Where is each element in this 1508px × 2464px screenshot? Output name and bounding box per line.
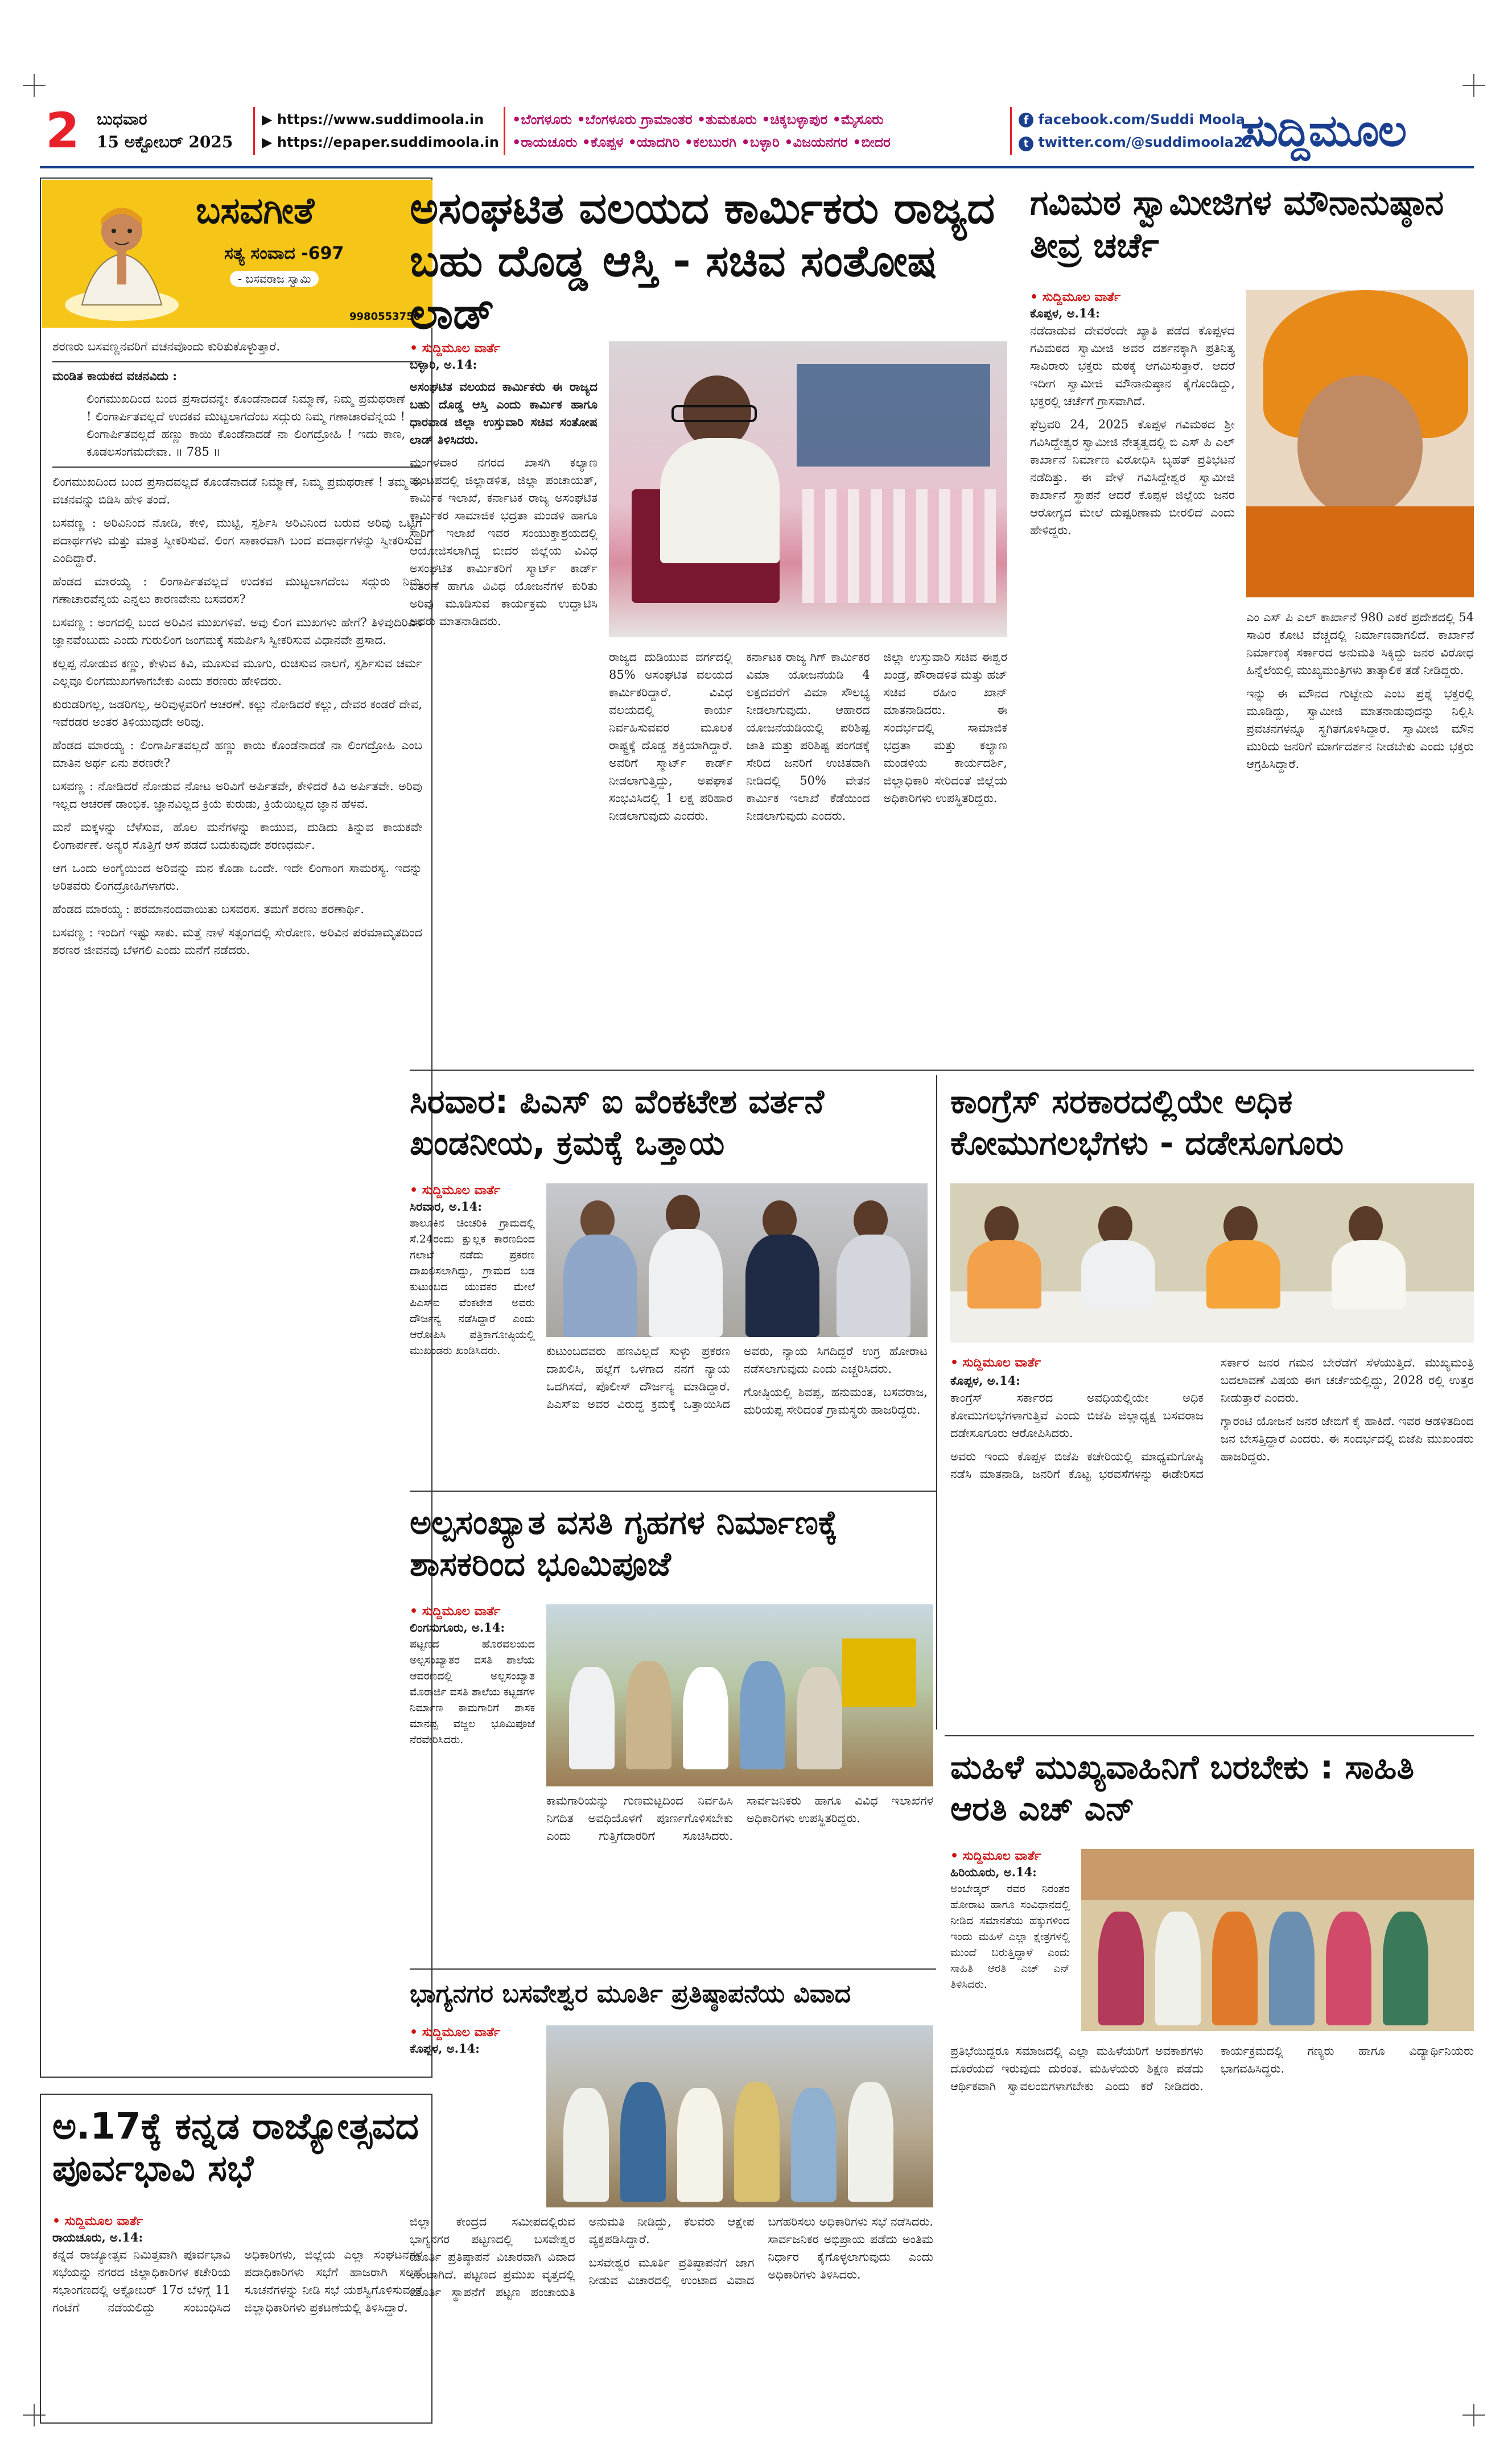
article-byline: • ಸುದ್ದಿಮೂಲ ವಾರ್ತೆ [1030, 290, 1121, 304]
bhagyanagar-article [410, 1974, 936, 2424]
author-phone: 9980553750 [349, 311, 421, 323]
website-links [262, 108, 499, 154]
article-headline: ಅ.17ಕ್ಕೆ ಕನ್ನಡ ರಾಜ್ಯೋತ್ಸವದ ಪೂರ್ವಭಾವಿ ಸಭೆ [52, 2106, 419, 2190]
article-headline: ಕಾಂಗ್ರೆಸ್ ಸರಕಾರದಲ್ಲಿಯೇ ಅಧಿಕ ಕೋಮುಗಲಭೆಗಳು - ದಡೇಸೂಗೂರು [950, 1082, 1344, 1162]
minister-speech-photo [609, 341, 1007, 637]
article-dateline: ರಾಯಚೂರು, ಅ.14: [52, 2230, 143, 2244]
verse-heading: ಮಂಡಿತ ಕಾಯಕದ ವಚನವಿದು : [52, 361, 422, 385]
page-number: 2 [46, 102, 80, 159]
masthead [40, 102, 1474, 159]
article-paragraph: ಜಿಲ್ಲಾ ಕೇಂದ್ರದ ಸಮೀಪದಲ್ಲಿರುವ ಭಾಗ್ಯನಗರ ಪಟ್ಟಣದಲ್ಲಿ ಬಸವೇಶ್ವರ ಮೂರ್ತಿ ಪ್ರತಿಷ್ಠಾಪನೆ ವಿಚಾರವಾಗಿ ವಿವಾದ ಉಂಟಾಗಿದೆ. ಪಟ್ಟಣದ ಪ್ರಮುಖ ವೃತ್ತದಲ್ಲಿ ಮೂರ್ತಿ ಸ್ಥಾಪನೆಗೆ ಪಟ್ಟಣ ಪಂಚಾಯತಿ ಅನುಮತಿ ನೀಡಿದ್ದು, ಕೆಲವರು ಆಕ್ಷೇಪ ವ್ಯಕ್ತಪಡಿಸಿದ್ದಾರೆ. [410, 2215, 755, 2299]
mahile-article [945, 1741, 1474, 2424]
article-paragraph: ಪ್ರತಿಭೆಯಿದ್ದರೂ ಸಮಾಜದಲ್ಲಿ ಎಲ್ಲಾ ಮಹಿಳೆಯರಿಗೆ ಅವಕಾಶಗಳು ದೊರೆಯದೆ ಇರುವುದು ದುರಂತ. ಮಹಿಳೆಯರು ಶಿಕ್ಷಣ ಪಡೆದು ಆರ್ಥಿಕವಾಗಿ ಸ್ವಾವಲಂಬಿಗಳಾಗಬೇಕು ಎಂದು ಕರೆ ನೀಡಿದರು. ಕಾರ್ಯಕ್ರಮದಲ್ಲಿ ಗಣ್ಯರು ಹಾಗೂ ವಿದ್ಯಾರ್ಥಿನಿಯರು ಭಾಗವಹಿಸಿದ್ದರು. [950, 2044, 1474, 2093]
column-paragraph: ಬಸವಣ್ಣ : ಅರಿವಿನಿಂದ ನೋಡಿ, ಕೇಳಿ, ಮುಟ್ಟಿ, ಸ್ಪರ್ಶಿಸಿ ಅರಿವಿನಿಂದ ಬರುವ ಅರಿವು ಒಟ್ಟಿಗೆ ಪದಾರ್ಥಗಳು ಮತ್ತು ಮಾತ್ರ ಸ್ವೀಕರಿಸುವೆ. ಲಿಂಗ ಸಾಕಾರವಾಗಿ ಬಂದ ಪದಾರ್ಥಗಳನ್ನು ಸ್ವೀಕರಿಸುವೆ ಎಂದಿದ್ದಾರೆ. [52, 516, 422, 565]
press-meet-photo [546, 1183, 928, 1337]
bjp-press-photo [950, 1183, 1474, 1343]
bhoomipuja-photo [546, 1604, 933, 1786]
congress-article [945, 1075, 1474, 1730]
district-list: •ಬೆಂಗಳೂರು •ಬೆಂಗಳೂರು ಗ್ರಾಮಾಂತರ •ತುಮಕೂರು •ಚಿಕ್ಕಬಳ್ಳಾಪುರ •ಮೈಸೂರು •ರಾಯಚೂರು •ಕೊಪ್ಪಳ •ಯಾದಗಿರಿ •ಕಲಬುರಗಿ •ಬಳ್ಳಾರಿ •ವಿಜಯನಗರ •ಬೀದರ [512, 112, 891, 150]
article-paragraph: ರಾಜ್ಯದ ದುಡಿಯುವ ವರ್ಗದಲ್ಲಿ 85% ಅಸಂಘಟಿತ ವಲಯದ ಕಾರ್ಮಿಕರಿದ್ದಾರೆ. ವಿವಿಧ ವಲಯದಲ್ಲಿ ಕಾರ್ಯ ನಿರ್ವಹಿಸುವವರ ಮೂಲಕ ರಾಷ್ಟ್ರಕ್ಕೆ ದೊಡ್ಡ ಶಕ್ತಿಯಾಗಿದ್ದಾರೆ. ಅವರಿಗೆ ಸ್ಮಾರ್ಟ್ ಕಾರ್ಡ್ ನೀಡಲಾಗುತ್ತಿದ್ದು, ಅಪಘಾತ ಸಂಭವಿಸಿದಲ್ಲಿ 1 ಲಕ್ಷ ಪರಿಹಾರ ನೀಡಲಾಗುವುದು ಎಂದರು. [609, 650, 733, 823]
article-byline: • ಸುದ್ದಿಮೂಲ ವಾರ್ತೆ [950, 1356, 1041, 1370]
article-paragraph: ಪಟ್ಟಣದ ಹೊರವಲಯದ ಅಲ್ಪಸಂಖ್ಯಾತರ ವಸತಿ ಶಾಲೆಯ ಆವರಣದಲ್ಲಿ ಅಲ್ಪಸಂಖ್ಯಾತ ಮೊರಾರ್ಜಿ ವಸತಿ ಶಾಲೆಯ ಕಟ್ಟಡಗಳ ನಿರ್ಮಾಣ ಕಾಮಗಾರಿಗೆ ಶಾಸಕ ಮಾನಪ್ಪ ವಜ್ಜಲ ಭೂಮಿಪೂಜೆ ನೆರವೇರಿಸಿದರು. [410, 1638, 535, 1746]
seminar-photo [1081, 1849, 1474, 2031]
saint-illustration-icon [59, 191, 184, 322]
column-title: ಬಸವಗೀತೆ [196, 190, 315, 232]
column-body [52, 338, 422, 965]
article-paragraph: ನಡೆದಾಡುವ ದೇವರೆಂದೇ ಖ್ಯಾತಿ ಪಡೆದ ಕೊಪ್ಪಳದ ಗವಿಮಠದ ಸ್ವಾಮೀಜಿ ಅವರ ದರ್ಶನಕ್ಕಾಗಿ ಪ್ರತಿನಿತ್ಯ ಸಾವಿರಾರು ಭಕ್ತರು ಮಠಕ್ಕೆ ಆಗಮಿಸುತ್ತಾರೆ. ಆದರೆ ಇದೀಗ ಸ್ವಾಮೀಜಿ ಮೌನಾನುಷ್ಠಾನ ಕೈಗೊಂಡಿದ್ದು, ಭಕ್ತರಲ್ಲಿ ಚರ್ಚೆಗೆ ಗ್ರಾಸವಾಗಿದೆ. [1030, 324, 1235, 408]
article-paragraph: ಜಿಲ್ಲಾ ಉಸ್ತುವಾರಿ ಸಚಿವ ಈಶ್ವರ ಖಂಡ್ರೆ, ಪೌರಾಡಳಿತ ಮತ್ತು ಹಜ್ ಸಚಿವ ರಹೀಂ ಖಾನ್ ಮಾತನಾಡಿದರು. ಈ ಸಂದರ್ಭದಲ್ಲಿ ಸಾಮಾಜಿಕ ಭದ್ರತಾ ಮತ್ತು ಕಲ್ಯಾಣ ಮಂಡಳಿಯ ಕಾರ್ಯದರ್ಶಿ, ಜಿಲ್ಲಾಧಿಕಾರಿ ಸೇರಿದಂತೆ ಜಿಲ್ಲೆಯ ಅಧಿಕಾರಿಗಳು ಉಪಸ್ಥಿತರಿದ್ದರು. [883, 650, 1007, 805]
column-paragraph: ಬಸವಣ್ಣ : ಅಂಗದಲ್ಲಿ ಬಂದ ಅರಿವಿನ ಮುಖಗಳಿವೆ. ಅವು ಲಿಂಗ ಮುಖಗಳು ಹೇಗೆ? ತಿಳಿವುದಿರಿವಿನ ಜ್ಞಾನವೆಂಬುದು ಎಂದು ಗುರುಲಿಂಗ ಜಂಗಮಕ್ಕೆ ಸಮರ್ಪಿಸಿ ಸ್ವೀಕರಿಸುವ ವಿಧಾನವೇ ಪ್ರಸಾದ. [52, 616, 422, 647]
vasati-article [410, 1496, 936, 1963]
social-links [1019, 108, 1252, 154]
article-paragraph: ಇನ್ನು ಈ ಮೌನದ ಗುಟ್ಟೇನು ಎಂಬ ಪ್ರಶ್ನೆ ಭಕ್ತರಲ್ಲಿ ಮೂಡಿದ್ದು, ಸ್ವಾಮೀಜಿ ಮಾತನಾಡುವುದನ್ನು ನಿಲ್ಲಿಸಿ ಪ್ರವಚನಗಳನ್ನೂ ಸ್ಥಗಿತಗೊಳಿಸಿದ್ದಾರೆ. ಸ್ವಾಮೀಜಿ ಮೌನ ಮುರಿದು ಜನರಿಗೆ ಮಾರ್ಗದರ್ಶನ ನೀಡಬೇಕು ಎಂದು ಭಕ್ತರು ಆಗ್ರಹಿಸಿದ್ದಾರೆ. [1246, 687, 1474, 771]
site-visit-photo [546, 2025, 933, 2207]
issue-date: ಬುಧವಾರ 15 ಅಕ್ಟೋಬರ್ 2025 [97, 110, 233, 151]
basavageethe-column [40, 178, 432, 2078]
column-intro: ಶರಣರು ಬಸವಣ್ಣನವರಿಗೆ ವಚನವೊಂದು ಕುರಿತುಕೊಳ್ಳುತ್ತಾರೆ. [52, 340, 281, 353]
article-headline: ಸಿರವಾರ: ಪಿಎಸ್ ಐ ವೆಂಕಟೇಶ ವರ್ತನೆ ಖಂಡನೀಯ, ಕ್ರಮಕ್ಕೆ ಒತ್ತಾಯ [410, 1082, 825, 1162]
article-byline: • ಸುದ್ದಿಮೂಲ ವಾರ್ತೆ [410, 1183, 501, 1198]
article-paragraph: ಗ್ಯಾರಂಟಿ ಯೋಜನೆ ಜನರ ಜೇಬಿಗೆ ಕೈ ಹಾಕಿದೆ. ಇವರ ಆಡಳಿತದಿಂದ ಜನ ಬೇಸತ್ತಿದ್ದಾರೆ ಎಂದರು. ಈ ಸಂದರ್ಭದಲ್ಲಿ ಬಿಜೆಪಿ ಮುಖಂಡರು ಹಾಜರಿದ್ದರು. [1221, 1414, 1474, 1463]
lead-article [410, 176, 1013, 1064]
article-paragraph: ಕುಟುಂಬದವರು ಹಣವಿಲ್ಲದೆ ಸುಳ್ಳು ಪ್ರಕರಣ ದಾಖಲಿಸಿ, ಹಲ್ಲೆಗೆ ಒಳಗಾದ ನನಗೆ ನ್ಯಾಯ ಒದಗಿಸದೆ, ಪೊಲೀಸ್ ದೌರ್ಜನ್ಯ ಮಾಡಿದ್ದಾರೆ. ಪಿಎಸ್ಐ ಅವರ ವಿರುದ್ಧ ಕ್ರಮಕ್ಕೆ ಒತ್ತಾಯಿಸಿದ ಅವರು, ನ್ಯಾಯ ಸಿಗದಿದ್ದರೆ ಉಗ್ರ ಹೋರಾಟ ನಡೆಸಲಾಗುವುದು ಎಂದು ಎಚ್ಚರಿಸಿದರು. [546, 1344, 928, 1411]
sirawar-article [410, 1075, 928, 1485]
article-dateline: ಲಿಂಗಸುಗೂರು, ಅ.14: [410, 1620, 505, 1635]
article-headline: ಗವಿಮಠ ಸ್ವಾಮೀಜಿಗಳ ಮೌನಾನುಷ್ಠಾನ ತೀವ್ರ ಚರ್ಚೆ [1030, 183, 1444, 266]
article-dateline: ಸಿರವಾರ, ಅ.14: [410, 1199, 483, 1214]
column-paragraph: ಕುರುಡರಿಗಲ್ಲ, ಜಡರಿಗಲ್ಲ, ಅರಿವುಳ್ಳವರಿಗೆ ಆಚರಣೆ. ಕಲ್ಲು ನೋಡಿದರೆ ಕಲ್ಲು, ದೇವರ ಕಂಡರೆ ದೇವ, ಇವೆರಡರ ಅಂತರ ತಿಳಿಯುವುದೇ ಅರಿವು. [52, 697, 422, 729]
article-paragraph: ಗೋಷ್ಠಿಯಲ್ಲಿ ಶಿವಪ್ಪ, ಹನುಮಂತ, ಬಸವರಾಜ, ಮರಿಯಪ್ಪ ಸೇರಿದಂತೆ ಗ್ರಾಮಸ್ಥರು ಹಾಜರಿದ್ದರು. [744, 1385, 928, 1417]
globe-icon: ▶ [262, 134, 277, 150]
article-dateline: ಕೊಪ್ಪಳ, ಅ.14: [1030, 306, 1100, 320]
article-paragraph: ಎಂ ಎಸ್ ಪಿ ಎಲ್ ಕಾರ್ಖಾನೆ 980 ಎಕರೆ ಪ್ರದೇಶದಲ್ಲಿ 54 ಸಾವಿರ ಕೋಟಿ ವೆಚ್ಚದಲ್ಲಿ ನಿರ್ಮಾಣವಾಗಲಿದೆ. ಕಾರ್ಖಾನೆ ನಿರ್ಮಾಣಕ್ಕೆ ಸರ್ಕಾರದ ಅನುಮತಿ ಸಿಕ್ಕಿದ್ದು ಜನರ ವಿರೋಧ ಹಿನ್ನೆಲೆಯಲ್ಲಿ ಮುಖ್ಯಮಂತ್ರಿಗಳು ತಾತ್ಕಾಲಿಕ ತಡೆ ನೀಡಿದ್ದರು. [1246, 610, 1474, 677]
article-byline: • ಸುದ್ದಿಮೂಲ ವಾರ್ತೆ [410, 1604, 501, 1619]
article-dateline: ಕೊಪ್ಪಳ, ಅ.14: [410, 2041, 480, 2056]
epaper-link[interactable]: https://epaper.suddimoola.in [277, 134, 499, 150]
article-paragraph: ಕಾಮಗಾರಿಯನ್ನು ಗುಣಮಟ್ಟದಿಂದ ನಿರ್ವಹಿಸಿ ನಿಗದಿತ ಅವಧಿಯೊಳಗೆ ಪೂರ್ಣಗೊಳಿಸಬೇಕು ಎಂದು ಗುತ್ತಿಗೆದಾರರಿಗೆ ಸೂಚಿಸಿದರು. ಸಾರ್ವಜನಿಕರು ಹಾಗೂ ವಿವಿಧ ಇಲಾಖೆಗಳ ಅಧಿಕಾರಿಗಳು ಉಪಸ್ಥಿತರಿದ್ದರು. [546, 1794, 933, 1843]
column-paragraph: ಬಸವಣ್ಣ : ನೋಡಿದರೆ ನೋಡುವ ನೋಟ ಅರಿವಿಗೆ ಅರ್ಪಿತವೇ, ಕೇಳಿದರೆ ಕಿವಿ ಅರ್ಪಿತವೇ. ಅರಿವು ಇಲ್ಲದ ಆಚರಣೆ ಡಾಂಭಿಕ. ಜ್ಞಾನವಿಲ್ಲದ ಕ್ರಿಯೆ ಕುರುಡು, ಕ್ರಿಯೆಯಿಲ್ಲದ ಜ್ಞಾನ ಹೆಳವ. [52, 779, 422, 811]
article-headline: ಮಹಿಳೆ ಮುಖ್ಯವಾಹಿನಿಗೆ ಬರಬೇಕು : ಸಾಹಿತಿ ಆರತಿ ಎಚ್ ಎನ್ [950, 1748, 1415, 1828]
rajyotsava-article [40, 2094, 432, 2424]
article-headline: ಭಾಗ್ಯನಗರ ಬಸವೇಶ್ವರ ಮೂರ್ತಿ ಪ್ರತಿಷ್ಠಾಪನೆಯ ವಿವಾದ [410, 1979, 851, 2008]
article-paragraph: ಅವರು ಇಂದು ಕೊಪ್ಪಳ ಬಿಜೆಪಿ ಕಚೇರಿಯಲ್ಲಿ ಮಾಧ್ಯಮಗೋಷ್ಠಿ ನಡೆಸಿ ಮಾತನಾಡಿ, ಜನರಿಗೆ ಕೊಟ್ಟ ಭರವಸೆಗಳನ್ನು ಈಡೇರಿಸದ ಸರ್ಕಾರ ಜನರ ಗಮನ ಬೇರೆಡೆಗೆ ಸೆಳೆಯುತ್ತಿದೆ. ಮುಖ್ಯಮಂತ್ರಿ ಬದಲಾವಣೆ ವಿಷಯ ಈಗ ಚರ್ಚೆಯಲ್ಲಿದ್ದು, 2028 ರಲ್ಲಿ ಉತ್ತರ ನೀಡುತ್ತಾರೆ ಎಂದರು. [950, 1356, 1474, 1481]
website-link[interactable]: https://www.suddimoola.in [277, 112, 484, 127]
article-byline: • ಸುದ್ದಿಮೂಲ ವಾರ್ತೆ [410, 2025, 501, 2040]
column-paragraph: ಕಲ್ಲಪ್ಪ ನೋಡುವ ಕಣ್ಣು, ಕೇಳುವ ಕಿವಿ, ಮೂಸುವ ಮೂಗು, ರುಚಿಸುವ ನಾಲಗೆ, ಸ್ಪರ್ಶಿಸುವ ಚರ್ಮ ಎಲ್ಲವೂ ಲಿಂಗಮುಖಗಳಾಗಬೇಕು ಎಂದು ಶರಣರು ಹೇಳಿದರು. [52, 657, 422, 688]
article-byline: • ಸುದ್ದಿಮೂಲ ವಾರ್ತೆ [52, 2214, 143, 2228]
article-headline: ಅಸಂಘಟಿತ ವಲಯದ ಕಾರ್ಮಿಕರು ರಾಜ್ಯದ ಬಹು ದೊಡ್ಡ ಆಸ್ತಿ - ಸಚಿವ ಸಂತೋಷ ಲಾಡ್ [410, 183, 995, 339]
column-paragraph: ಮನೆ ಮಕ್ಕಳನ್ನು ಬೆಳೆಸುವ, ಹೊಲ ಮನೆಗಳನ್ನು ಕಾಯುವ, ದುಡಿದು ತಿನ್ನುವ ಕಾಯಕವೇ ಲಿಂಗಾರ್ಪಣೆ. ಅನ್ಯರ ಸೊತ್ತಿಗೆ ಆಸೆ ಪಡದೆ ಬದುಕುವುದೇ ಶರಣಧರ್ಮ. [52, 820, 422, 852]
newspaper-logo: ಸುದ್ದಿಮೂಲ [1241, 105, 1406, 156]
facebook-icon: f [1019, 113, 1033, 127]
column-paragraph: ಹೆಂಡದ ಮಾರಯ್ಯ : ಲಿಂಗಾರ್ಪಿತವಲ್ಲದೆ ಉದಕವ ಮುಟ್ಟಲಾಗದೆಂಬ ಸದ್ಗುರು ನಿಮ್ಮ ಗಣಾಚಾರವೆನ್ನಯ ಎನ್ನಲು ಕಾರಣವೇನು ಬಸವರಸ? [52, 575, 422, 606]
column-paragraph: ಹೆಂಡದ ಮಾರಯ್ಯ : ಲಿಂಗಾರ್ಪಿತವಲ್ಲದೆ ಹಣ್ಣು ಕಾಯಿ ಕೊಂಡೆನಾದಡೆ ನಾ ಲಿಂಗದ್ರೋಹಿ ಎಂಬ ಮಾತಿನ ಅರ್ಥ ಏನು ಶರಣರೇ? [52, 738, 422, 770]
column-header [42, 180, 432, 328]
column-paragraph: ಆಗ ಒಂದು ಅಂಗೈಯಿಂದ ಅರಿವನ್ನು ಮನ ಕೊಡಾ ಒಂದೇ. ಇದೇ ಲಿಂಗಾಂಗ ಸಾಮರಸ್ಯ. ಇದನ್ನು ಅರಿತವರು ಲಿಂಗದ್ರೋಹಿಗಳಾಗರು. [52, 861, 422, 893]
article-headline: ಅಲ್ಪಸಂಖ್ಯಾತ ವಸತಿ ಗೃಹಗಳ ನಿರ್ಮಾಣಕ್ಕೆ ಶಾಸಕರಿಂದ ಭೂಮಿಪೂಜೆ [410, 1503, 838, 1583]
article-body-columns [609, 649, 1007, 825]
globe-icon: ▶ [262, 112, 277, 127]
gavimata-article [1024, 176, 1474, 1064]
article-paragraph: ಬಸವೇಶ್ವರ ಮೂರ್ತಿ ಪ್ರತಿಷ್ಠಾಪನೆಗೆ ಜಾಗ ನೀಡುವ ವಿಚಾರದಲ್ಲಿ ಉಂಟಾದ ವಿವಾದ ಬಗೆಹರಿಸಲು ಅಧಿಕಾರಿಗಳು ಸಭೆ ನಡೆಸಿದರು. ಸಾರ್ವಜನಿಕರ ಅಭಿಪ್ರಾಯ ಪಡೆದು ಅಂತಿಮ ನಿರ್ಧಾರ ಕೈಗೊಳ್ಳಲಾಗುವುದು ಎಂದು ಅಧಿಕಾರಿಗಳು ತಿಳಿಸಿದರು. [588, 2215, 933, 2287]
article-paragraph: ಫೆಬ್ರವರಿ 24, 2025 ಕೊಪ್ಪಳ ಗವಿಮಠದ ಶ್ರೀ ಗವಿಸಿದ್ದೇಶ್ವರ ಸ್ವಾಮೀಜಿ ನೇತೃತ್ವದಲ್ಲಿ ಬಿ ಎಸ್ ಪಿ ಎಲ್ ಕಾರ್ಖಾನೆ ನಿರ್ಮಾಣ ವಿರೋಧಿಸಿ ಬೃಹತ್ ಪ್ರತಿಭಟನೆ ನಡೆದಿತ್ತು. ಈ ವೇಳೆ ಗವಿಸಿದ್ದೇಶ್ವರ ಸ್ವಾಮೀಜಿ ಕಾರ್ಖಾನೆ ಸ್ಥಾಪನೆ ಆದರೆ ಕೊಪ್ಪಳ ಜಿಲ್ಲೆಯ ಜನರ ಆರೋಗ್ಯದ ಮೇಲೆ ದುಷ್ಪರಿಣಾಮ ಬೀರಲಿದೆ ಎಂದು ಹೇಳಿದ್ದರು. [1030, 418, 1235, 537]
column-paragraph: ಹೆಂಡದ ಮಾರಯ್ಯ : ಪರಮಾನಂದವಾಯಿತು ಬಸವರಸ. ತಮಗೆ ಶರಣು ಶರಣಾರ್ಥಿ. [52, 902, 364, 916]
article-byline: • ಸುದ್ದಿಮೂಲ ವಾರ್ತೆ [410, 341, 501, 356]
column-author: - ಬಸವರಾಜ ಸ್ವಾಮಿ [230, 271, 319, 287]
article-intro: ಅಸಂಘಟಿತ ವಲಯದ ಕಾರ್ಮಿಕರು ಈ ರಾಜ್ಯದ ಬಹು ದೊಡ್ಡ ಆಸ್ತಿ ಎಂದು ಕಾರ್ಮಿಕ ಹಾಗೂ ಧಾರವಾಡ ಜಿಲ್ಲಾ ಉಸ್ತುವಾರಿ ಸಚಿವ ಸಂತೋಷ ಲಾಡ್ ತಿಳಿಸಿದರು. [410, 379, 598, 447]
twitter-link[interactable]: twitter.com/@suddimoola22 [1038, 134, 1253, 150]
article-paragraph: ತಾಲೂಕಿನ ಚಿಂಚರಿಕಿ ಗ್ರಾಮದಲ್ಲಿ ಸೆ.24ರಂದು ಕ್ಷುಲ್ಲಕ ಕಾರಣದಿಂದ ಗಲಾಟೆ ನಡೆದು ಪ್ರಕರಣ ದಾಖಲಿಸಲಾಗಿದ್ದು, ಗ್ರಾಮದ ಬಡ ಕುಟುಂಬದ ಯುವಕರ ಮೇಲೆ ಪಿಎಸ್ಐ ವೆಂಕಟೇಶ ಅವರು ದೌರ್ಜನ್ಯ ನಡೆಸಿದ್ದಾರೆ ಎಂದು ಆರೋಪಿಸಿ ಪತ್ರಿಕಾಗೋಷ್ಠಿಯಲ್ಲಿ ಮುಖಂಡರು ಖಂಡಿಸಿದರು. [410, 1217, 535, 1357]
registration-mark [23, 74, 46, 97]
swamiji-photo [1246, 290, 1474, 597]
column-paragraph: ಬಸವಣ್ಣ : ಇಂದಿಗೆ ಇಷ್ಟು ಸಾಕು. ಮತ್ತೆ ನಾಳೆ ಸತ್ಸಂಗದಲ್ಲಿ ಸೇರೋಣ. ಅರಿವಿನ ಪರಮಾಮೃತದಿಂದ ಶರಣರ ಜೀವನವು ಬೆಳಗಲಿ ಎಂದು ಮನೆಗೆ ನಡೆದರು. [52, 926, 422, 957]
article-paragraph: ಅಂಬೇಡ್ಕರ್ ರವರ ನಿರಂತರ ಹೋರಾಟ ಹಾಗೂ ಸಂವಿಧಾನದಲ್ಲಿ ನೀಡಿದ ಸಮಾನತೆಯ ಹಕ್ಕುಗಳಿಂದ ಇಂದು ಮಹಿಳೆ ಎಲ್ಲಾ ಕ್ಷೇತ್ರಗಳಲ್ಲಿ ಮುಂದೆ ಬರುತ್ತಿದ್ದಾಳೆ ಎಂದು ಸಾಹಿತಿ ಆರತಿ ಎಚ್ ಎನ್ ತಿಳಿಸಿದರು. [950, 1883, 1070, 1991]
article-body: ಕನ್ನಡ ರಾಜ್ಯೋತ್ಸವ ನಿಮಿತ್ತವಾಗಿ ಪೂರ್ವಭಾವಿ ಸಭೆಯನ್ನು ನಗರದ ಜಿಲ್ಲಾಧಿಕಾರಿಗಳ ಕಚೇರಿಯ ಸಭಾಂಗಣದಲ್ಲಿ ಅಕ್ಟೋಬರ್ 17ರ ಬೆಳಿಗ್ಗೆ 11 ಗಂಟೆಗೆ ನಡೆಯಲಿದ್ದು ಸಂಬಂಧಿಸಿದ ಅಧಿಕಾರಿಗಳು, ಜಿಲ್ಲೆಯ ಎಲ್ಲಾ ಸಂಘಟನೆಗಳ ಪದಾಧಿಕಾರಿಗಳು ಸಭೆಗೆ ಹಾಜರಾಗಿ ಸಲಹೆ ಸೂಚನೆಗಳನ್ನು ನೀಡಿ ಸಭೆ ಯಶಸ್ವಿಗೊಳಿಸುವಂತೆ ಜಿಲ್ಲಾಧಿಕಾರಿಗಳು ಪ್ರಕಟಣೆಯಲ್ಲಿ ತಿಳಿಸಿದ್ದಾರೆ. [52, 2248, 422, 2314]
article-paragraph: ಕಾಂಗ್ರೆಸ್ ಸರ್ಕಾರದ ಅವಧಿಯಲ್ಲಿಯೇ ಅಧಿಕ ಕೋಮುಗಲಭೆಗಳಾಗುತ್ತಿವೆ ಎಂದು ಬಿಜೆಪಿ ಜಿಲ್ಲಾಧ್ಯಕ್ಷ ಬಸವರಾಜ ದಡೇಸೂಗೂರು ಆರೋಪಿಸಿದರು. [950, 1391, 1204, 1440]
article-paragraph: ಕರ್ನಾಟಕ ರಾಜ್ಯ ಗಿಗ್ ಕಾರ್ಮಿಕರ ವಿಮಾ ಯೋಜನೆಯಡಿ 4 ಲಕ್ಷದವರೆಗೆ ವಿಮಾ ಸೌಲಭ್ಯ ನೀಡಲಾಗುವುದು. ಆಹಾರದ ಯೋಜನೆಯಡಿಯಲ್ಲಿ ಪರಿಶಿಷ್ಟ ಜಾತಿ ಮತ್ತು ಪರಿಶಿಷ್ಟ ಪಂಗಡಕ್ಕೆ ಸೇರಿದ ಜನರಿಗೆ ಉಚಿತವಾಗಿ ನೀಡಿದಲ್ಲಿ 50% ವೇತನ ಕಾರ್ಮಿಕ ಇಲಾಖೆ ಕೆಡೆಯಿಂದ ನೀಡಲಾಗುವುದು ಎಂದರು. [746, 650, 870, 823]
column-subtitle: ಸತ್ಯ ಸಂವಾದ -697 [224, 243, 344, 263]
article-dateline: ಕೊಪ್ಪಳ, ಅ.14: [950, 1373, 1020, 1388]
twitter-icon: t [1019, 137, 1033, 151]
column-paragraph: ಲಿಂಗಮುಖದಿಂದ ಬಂದ ಪ್ರಸಾದವಲ್ಲದೆ ಕೊಂಡೆನಾದಡೆ ನಿಮ್ಮಾಣೆ, ನಿಮ್ಮ ಪ್ರಮಥರಾಣೆ ! ತಮ್ಮ ಈ ವಚನವನ್ನು ಬಿಡಿಸಿ ಹೇಳಿ ತಂದೆ. [52, 475, 422, 506]
registration-mark [1462, 74, 1485, 97]
facebook-link[interactable]: facebook.com/Suddi Moola [1038, 112, 1245, 127]
article-dateline: ಬಳ್ಳಾರಿ, ಅ.14: [410, 357, 477, 372]
article-byline: • ಸುದ್ದಿಮೂಲ ವಾರ್ತೆ [950, 1849, 1041, 1863]
article-paragraph: ಮಂಗಳವಾರ ನಗರದ ಖಾಸಗಿ ಕಲ್ಯಾಣ ಮಂಟಪದಲ್ಲಿ ಜಿಲ್ಲಾಡಳಿತ, ಜಿಲ್ಲಾ ಪಂಚಾಯತ್, ಕಾರ್ಮಿಕ ಇಲಾಖೆ, ಕರ್ನಾಟಕ ರಾಜ್ಯ ಅಸಂಘಟಿತ ಕಾರ್ಮಿಕರ ಸಾಮಾಜಿಕ ಭದ್ರತಾ ಮಂಡಳಿ ಹಾಗೂ ಸಾರಿಗೆ ಇಲಾಖೆ ಇವರ ಸಂಯುಕ್ತಾಶ್ರಯದಲ್ಲಿ ಆಯೋಜಿಸಲಾಗಿದ್ದ ಬೀದರ ಜಿಲ್ಲೆಯ ವಿವಿಧ ಅಸಂಘಟಿತ ಕಾರ್ಮಿಕರಿಗೆ ಸ್ಮಾರ್ಟ್ ಕಾರ್ಡ್ ವಿತರಣೆ ಹಾಗೂ ವಿವಿಧ ಯೋಜನೆಗಳ ಕುರಿತು ಅರಿವು ಮೂಡಿಸುವ ಕಾರ್ಯಕ್ರಮ ಉದ್ಘಾಟಿಸಿ ಅವರು ಮಾತನಾಡಿದರು. [410, 456, 598, 628]
verse-text: ಲಿಂಗಮುಖದಿಂದ ಬಂದ ಪ್ರಸಾದವನ್ನೇ ಕೊಂಡೆನಾದಡೆ ನಿಮ್ಮಾಣೆ, ನಿಮ್ಮ ಪ್ರಮಥರಾಣೆ ! ಲಿಂಗಾರ್ಪಿತವಲ್ಲದೆ ಉದಕವ ಮುಟ್ಟಲಾಗದೆಂಬ ಸದ್ಗುರು ನಿಮ್ಮ ಗಣಾಚಾರವೆನ್ನಯ ! ಲಿಂಗಾರ್ಪಿತವಲ್ಲದೆ ಹಣ್ಣು ಕಾಯಿ ಕೊಂಡೆನಾದಡೆ ನಾ ಲಿಂಗದ್ರೋಹಿ ! ಇದು ಕಾಣ, ಕೂಡಲಸಂಗಮದೇವಾ. ॥ 785 ॥ [86, 392, 405, 459]
article-dateline: ಹಿರಿಯೂರು, ಅ.14: [950, 1865, 1037, 1879]
